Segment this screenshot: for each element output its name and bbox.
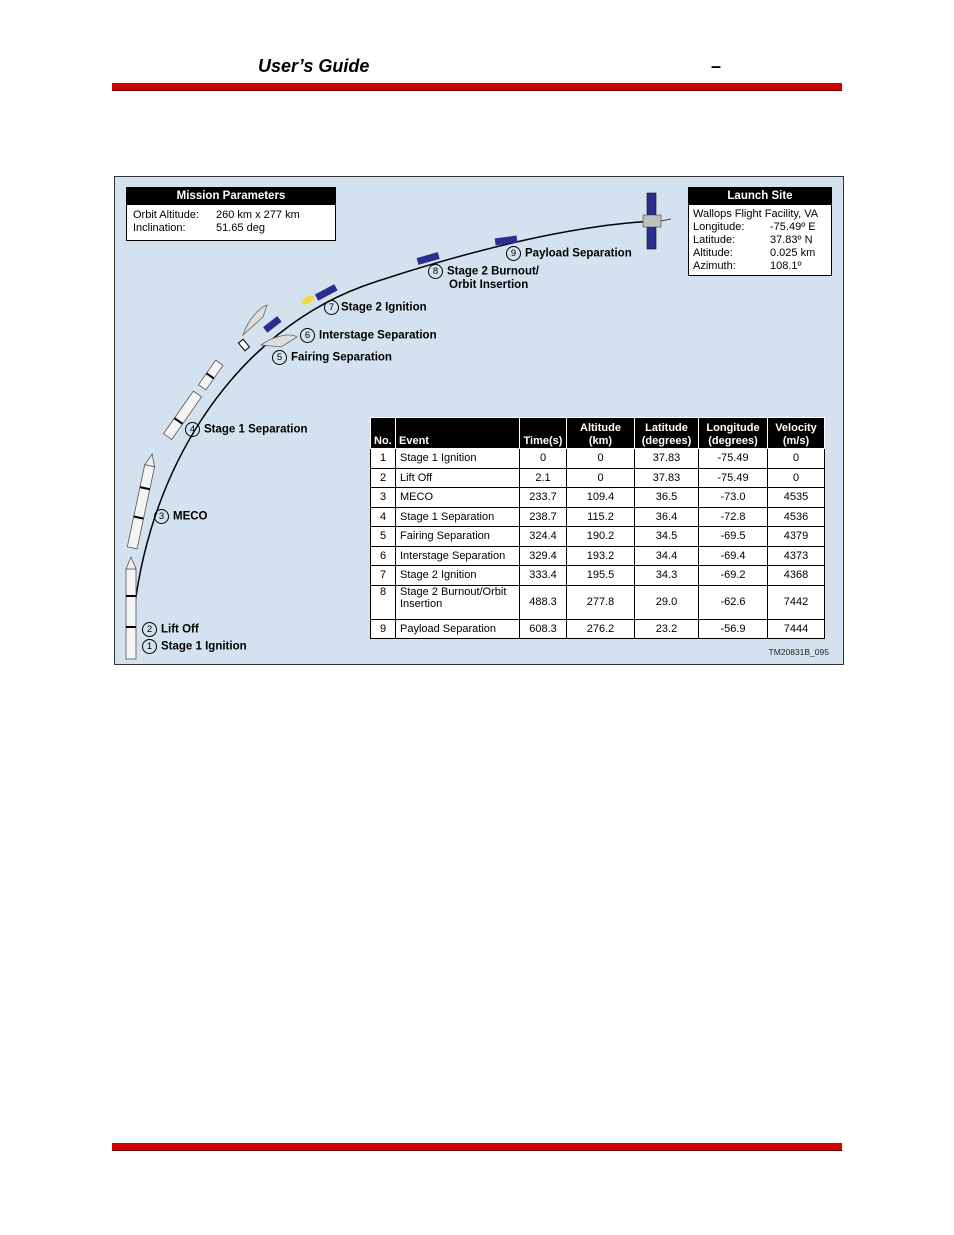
table-cell: 7442 (768, 585, 825, 619)
event-text-8: Stage 2 Burnout/ (447, 265, 540, 278)
inclination-label: Inclination: (133, 222, 186, 234)
event-label-7 (324, 300, 427, 315)
table-cell: 276.2 (567, 619, 635, 639)
table-cell: 0 (567, 468, 635, 488)
table-cell: 36.4 (635, 507, 699, 527)
event-label-5 (272, 350, 392, 365)
table-cell: 4368 (768, 566, 825, 586)
table-cell: -56.9 (699, 619, 768, 639)
stage2-coast-icon (263, 316, 281, 333)
table-cell: 2 (371, 468, 396, 488)
event-label-3 (154, 509, 208, 524)
table-row (371, 488, 825, 508)
orbit-altitude-label: Orbit Altitude: (133, 209, 200, 221)
table-cell: 109.4 (567, 488, 635, 508)
event-label-9 (506, 246, 632, 261)
table-cell: 5 (371, 527, 396, 547)
table-cell: Stage 1 Ignition (396, 449, 520, 469)
event-text-1: Stage 1 Ignition (161, 640, 247, 653)
table-cell: -72.8 (699, 507, 768, 527)
launch-site-title: Launch Site (689, 188, 831, 205)
table-cell: 37.83 (635, 468, 699, 488)
table-cell: 608.3 (520, 619, 567, 639)
table-cell: 233.7 (520, 488, 567, 508)
table-cell: 324.4 (520, 527, 567, 547)
event-number-8: 8 (428, 264, 443, 279)
table-cell: 329.4 (520, 546, 567, 566)
table-cell: 238.7 (520, 507, 567, 527)
header-title: User’s Guide (258, 56, 370, 76)
rocket-meco-icon (127, 453, 157, 549)
table-cell: 0 (520, 449, 567, 469)
table-cell: 7 (371, 566, 396, 586)
table-cell: Payload Separation (396, 619, 520, 639)
latitude-label: Latitude: (693, 234, 736, 246)
table-cell: 4373 (768, 546, 825, 566)
table-cell: 2.1 (520, 468, 567, 488)
azimuth-label: Azimuth: (693, 260, 736, 272)
table-cell: 6 (371, 546, 396, 566)
event-text-4: Stage 1 Separation (204, 423, 308, 436)
header-dash: – (711, 56, 722, 76)
event-number-7: 7 (324, 300, 339, 315)
table-cell: 190.2 (567, 527, 635, 547)
table-cell: Stage 1 Separation (396, 507, 520, 527)
table-row (371, 527, 825, 547)
footer-rule (112, 1143, 842, 1151)
event-table (370, 417, 825, 639)
event-text-3: MECO (173, 510, 208, 523)
table-row (371, 546, 825, 566)
table-cell: 0 (768, 468, 825, 488)
table-row (371, 566, 825, 586)
table-cell: Stage 2 Ignition (396, 566, 520, 586)
col-altitude: Altitude (km) (567, 418, 635, 449)
orbit-altitude-value: 260 km x 277 km (216, 209, 300, 221)
table-cell: -75.49 (699, 449, 768, 469)
launch-site-name: Wallops Flight Facility, VA (693, 208, 819, 220)
table-row (371, 468, 825, 488)
altitude-value: 0.025 km (770, 247, 816, 259)
table-cell: 0 (768, 449, 825, 469)
table-cell: 4536 (768, 507, 825, 527)
inclination-value: 51.65 deg (216, 222, 265, 234)
table-cell: 193.2 (567, 546, 635, 566)
event-number-6: 6 (300, 328, 315, 343)
table-cell: Interstage Separation (396, 546, 520, 566)
table-cell: 115.2 (567, 507, 635, 527)
table-cell: 0 (567, 449, 635, 469)
table-row (371, 585, 825, 619)
event-number-5: 5 (272, 350, 287, 365)
table-cell: Fairing Separation (396, 527, 520, 547)
table-cell: 488.3 (520, 585, 567, 619)
longitude-value: -75.49º E (770, 221, 816, 233)
azimuth-value: 108.1º (770, 260, 802, 272)
table-cell: 4379 (768, 527, 825, 547)
satellite-icon (643, 193, 671, 249)
table-cell: 4535 (768, 488, 825, 508)
event-number-2: 2 (142, 622, 157, 637)
latitude-value: 37.83º N (770, 234, 813, 246)
table-cell: Stage 2 Burnout/Orbit Insertion (396, 585, 520, 619)
altitude-label: Altitude: (693, 247, 733, 259)
table-cell: 23.2 (635, 619, 699, 639)
event-number-1: 1 (142, 639, 157, 654)
table-cell: 7444 (768, 619, 825, 639)
event-text-8b: Orbit Insertion (449, 279, 529, 291)
table-cell: -69.5 (699, 527, 768, 547)
event-text-9: Payload Separation (525, 247, 632, 260)
table-cell: -69.4 (699, 546, 768, 566)
table-cell: Lift Off (396, 468, 520, 488)
table-cell: MECO (396, 488, 520, 508)
col-time: Time(s) (520, 418, 567, 449)
table-cell: 34.5 (635, 527, 699, 547)
event-number-3: 3 (154, 509, 169, 524)
table-cell: 29.0 (635, 585, 699, 619)
table-cell: 34.3 (635, 566, 699, 586)
event-text-7: Stage 2 Ignition (341, 301, 427, 314)
col-latitude: Latitude (degrees) (635, 418, 699, 449)
event-number-9: 9 (506, 246, 521, 261)
mission-parameters-box (126, 187, 336, 241)
event-text-2: Lift Off (161, 623, 199, 636)
header-rule (112, 83, 842, 91)
event-text-6: Interstage Separation (319, 329, 437, 342)
event-number-4: 4 (185, 422, 200, 437)
event-label-6 (300, 328, 437, 343)
table-cell: 9 (371, 619, 396, 639)
table-row (371, 507, 825, 527)
table-cell: 34.4 (635, 546, 699, 566)
col-longitude: Longitude (degrees) (699, 418, 768, 449)
event-label-4 (185, 422, 308, 437)
table-cell: -75.49 (699, 468, 768, 488)
table-cell: 277.8 (567, 585, 635, 619)
event-text-5: Fairing Separation (291, 351, 392, 364)
event-label-2 (142, 622, 199, 637)
col-event: Event (396, 418, 520, 449)
table-cell: -73.0 (699, 488, 768, 508)
mission-parameters-title: Mission Parameters (127, 188, 335, 205)
table-cell: -62.6 (699, 585, 768, 619)
event-label-1 (142, 639, 247, 654)
table-cell: -69.2 (699, 566, 768, 586)
longitude-label: Longitude: (693, 221, 745, 233)
table-cell: 3 (371, 488, 396, 508)
figure-id: TM20831B_095 (768, 647, 829, 657)
upper-stage-icon (198, 360, 223, 390)
event-label-8 (428, 264, 539, 292)
rocket-liftoff-icon (126, 557, 136, 659)
table-cell: 4 (371, 507, 396, 527)
table-cell: 37.83 (635, 449, 699, 469)
col-velocity: Velocity (m/s) (768, 418, 825, 449)
stage2-burnout-icon (495, 235, 518, 245)
table-row (371, 449, 825, 469)
table-row (371, 619, 825, 639)
table-cell: 333.4 (520, 566, 567, 586)
table-cell: 1 (371, 449, 396, 469)
col-no: No. (371, 418, 396, 449)
table-cell: 36.5 (635, 488, 699, 508)
launch-site-box (688, 187, 832, 276)
table-cell: 195.5 (567, 566, 635, 586)
table-cell: 8 (371, 585, 396, 619)
launch-sequence-figure (114, 176, 844, 665)
